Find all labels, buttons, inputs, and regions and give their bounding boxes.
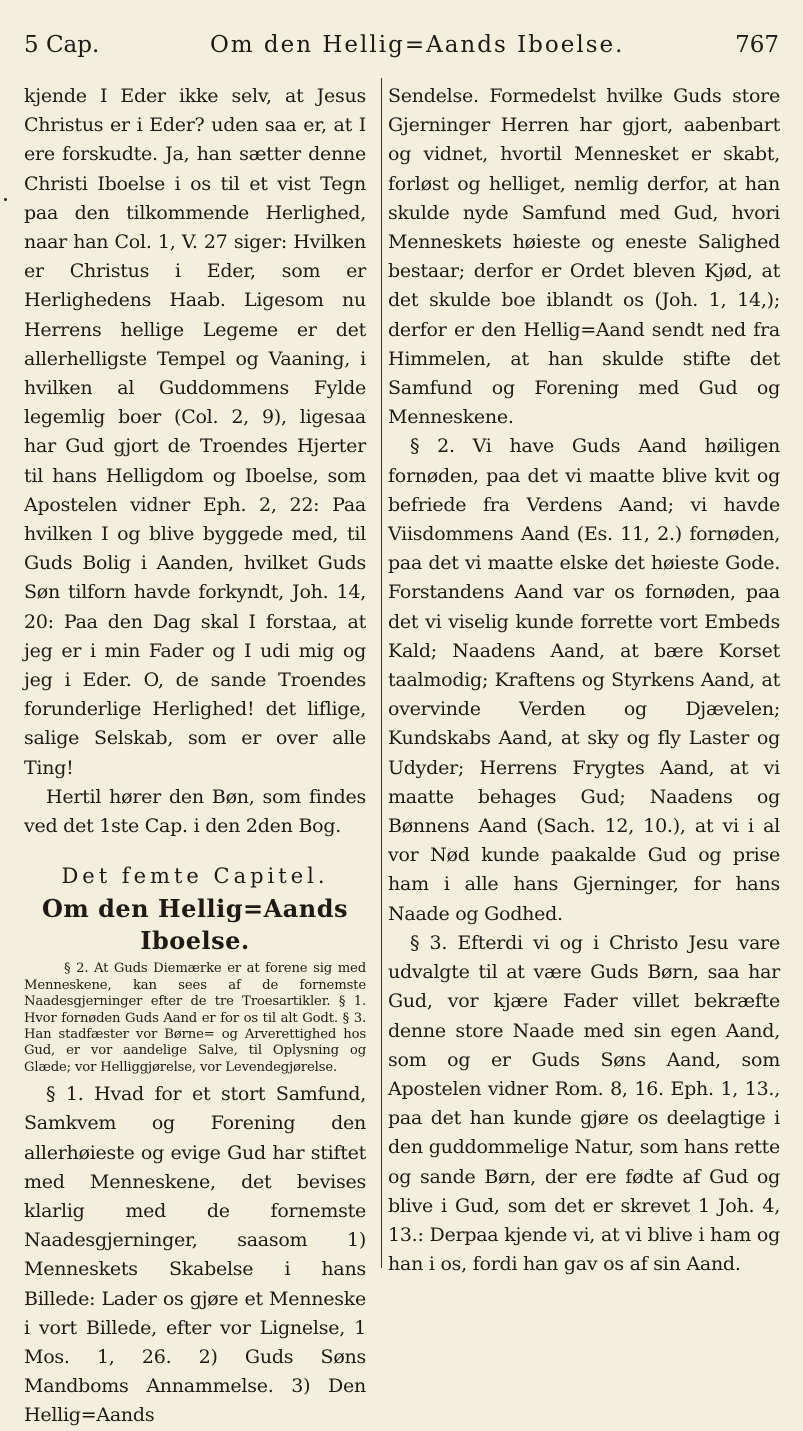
paragraph: § 2. Vi have Guds Aand høiligen fornøden, paa det vi maatte blive kvit og befriede fra Verdens Aand; vi havde Viisdommens Aand (Es. 11, 2.) fornøden, paa det vi maatte elske det høieste Gode. Forstandens Aand var os fornøden, paa det vi viselig kunde forrette vort Embeds Kald; Naadens Aand, at bære Korset taalmodig; Kraftens og Styrkens Aand, at overvinde Verden og Djævelen; Kundskabs Aand, at sky og fly Laster og Udyder; Herrens Frygtes Aand, at vi maatte behages Gud; Naadens og Bønnens Aand (Sach. 12, 10.), at vi i al vor Nød kunde paakalde Gud og prise ham i alle hans Gjerninger, for hans Naade og Godhed. bbox=[388, 435, 780, 925]
chapter-heading: Det femte Capitel. bbox=[61, 864, 329, 889]
paragraph: § 3. Efterdi vi og i Christo Jesu vare udvalgte til at være Guds Børn, saa har Gud, vor kjære Fader villet bekræfte denne store Naade med sin egen Aand, som og er Guds Søns Aand, som Apostelen vidner Rom. 8, 16. Eph. 1, 13., paa det han kunde gjøre os deelagtige i den guddommelige Natur, som hans rette og sande Børn, der ere fødte af Gud og blive i Gud, som det er skrevet 1 Joh. 4, 13.: Derpaa kjende vi, at vi blive i ham og han i os, fordi han gav os af sin Aand. bbox=[388, 931, 780, 1276]
paragraph: Sendelse. Formedelst hvilke Guds store Gjerninger Herren har gjort, aabenbart og vidnet, hvortil Mennesket er skabt, forløst og helliget, nemlig derfor, at han skulde nyde Samfund med Gud, hvori Menneskets høieste og eneste Salighed bestaar; derfor er Ordet bleven Kjød, at det skulde boe iblandt os (Joh. 1, 14,); derfor er den Hellig=Aand sendt ned fra Himmelen, at han skulde stifte det Samfund og Forening med Gud og Menneskene. bbox=[388, 85, 780, 429]
header-chapter: 5 Cap. bbox=[24, 32, 100, 58]
right-column bbox=[388, 82, 780, 1279]
column-divider bbox=[381, 78, 382, 1268]
paragraph: § 1. Hvad for et stort Samfund, Samkvem og Forening den allerhøieste og evige Gud har stiftet med Menneskene, det bevises klarlig med de fornemste Naadesgjerninger, saasom 1) Menneskets Skabelse i hans Billede: Lader os gjøre et Menneske i vort Billede, efter vor Lignelse, 1 Mos. 1, 26. 2) Guds Søns Mandboms Annammelse. 3) Den Hellig=Aands bbox=[24, 1083, 366, 1427]
paragraph: kjende I Eder ikke selv, at Jesus Christus er i Eder? uden saa er, at I ere forskudte. Ja, han sætter denne Christi Iboelse i os til et vist Tegn paa den tilkommende Herlighed, naar han Col. 1, V. 27 siger: Hvilken er Christus i Eder, som er Herlighedens Haab. Ligesom nu Herrens hellige Legeme er det allerhelligste Tempel og Vaaning, i hvilken al Guddommens Fylde legemlig boer (Col. 2, 9), ligesaa har Gud gjort de Troendes Hjerter til hans Helligdom og Iboelse, som Apostelen vidner Eph. 2, 22: Paa hvilken I og blive byggede med, til Guds Bolig i Aanden, hvilket Guds Søn tilforn havde forkyndt, Joh. 14, 20: Paa den Dag skal I forstaa, at jeg er i min Fader og I udi mig og jeg i Eder. O, de sande Troendes forunderlige Herlighed! det liflige, salige Selskab, som er over alle Ting! bbox=[24, 85, 366, 779]
left-column bbox=[24, 82, 366, 1431]
chapter-title: Om den Hellig=Aands Iboelse. bbox=[41, 894, 349, 956]
running-header bbox=[24, 26, 779, 64]
header-title: Om den Hellig=Aands Iboelse. bbox=[209, 32, 625, 58]
chapter-summary: § 2. At Guds Diemærke er at forene sig med Menneskene, kan sees af de fornemste Naadesgjerninger efter de tre Troesartikler. § 1. Hvor fornøden Guds Aand er for os til alt Godt. § 3. Han stadfæster vor Børne= og Arverettighed hos Gud, er vor aandelige Salve, til Oplysning og Glæde; vor Helliggjørelse, vor Levendegjørelse. bbox=[24, 961, 366, 1075]
margin-dot bbox=[4, 198, 7, 201]
page-number: 767 bbox=[735, 32, 779, 58]
paragraph: Hertil hører den Bøn, som findes ved det 1ste Cap. i den 2den Bog. bbox=[24, 785, 366, 838]
